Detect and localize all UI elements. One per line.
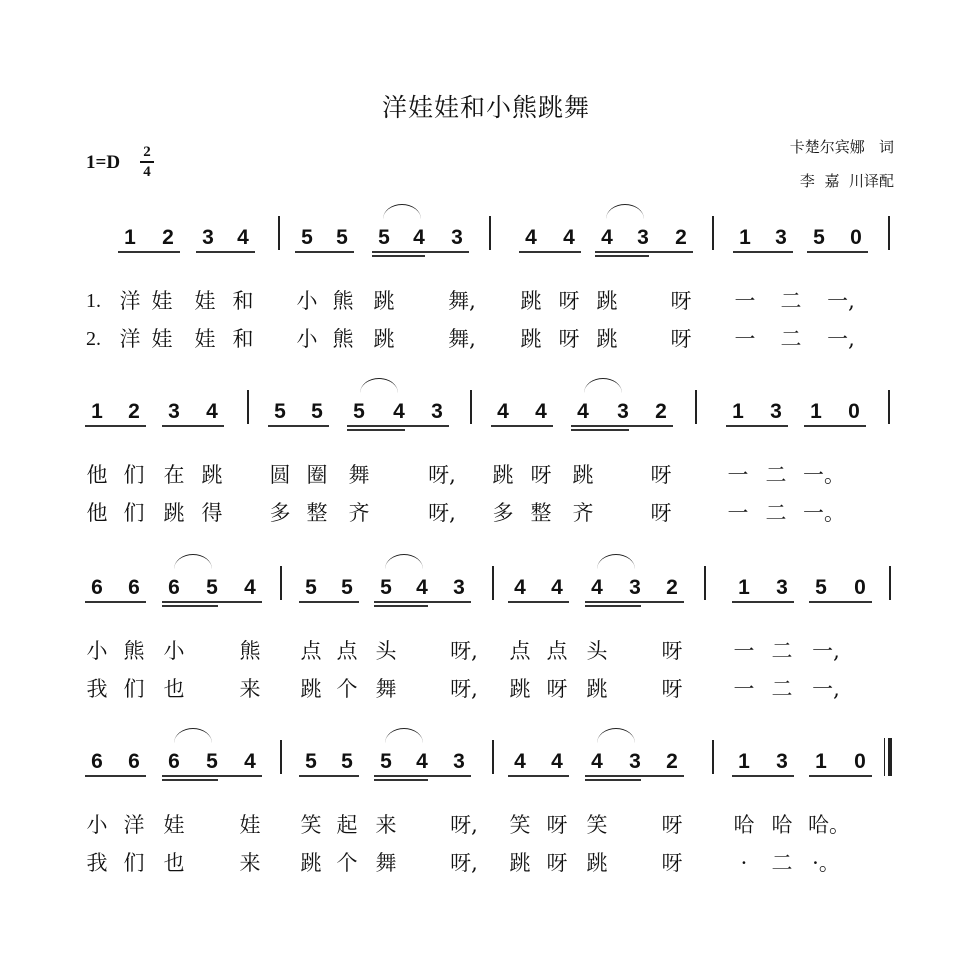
lyric-syllable: 二 <box>771 851 793 875</box>
slur <box>584 378 622 393</box>
note: 4 <box>525 226 537 249</box>
lyric-syllable: 呀, <box>450 677 478 701</box>
lyric-syllable: 小 <box>163 639 185 663</box>
lyric-syllable: 一, <box>812 677 840 701</box>
note: 5 <box>380 750 392 773</box>
lyric-syllable: 呀 <box>530 463 552 487</box>
lyric-syllable: 小 <box>86 639 108 663</box>
beam-underline-double <box>595 255 649 257</box>
bar-line <box>492 566 494 600</box>
lyric-syllable: 小 <box>296 289 318 313</box>
lyric-syllable: 跳 <box>596 289 618 313</box>
beam-underline <box>299 601 359 603</box>
beam-underline <box>85 425 146 427</box>
lyric-syllable: 起 <box>336 813 358 837</box>
lyric-syllable: 头 <box>375 639 397 663</box>
key-signature: 1=D <box>86 152 121 173</box>
lyric-syllable: 笑 <box>586 813 608 837</box>
beam-underline <box>571 425 673 427</box>
note: 3 <box>453 576 465 599</box>
note: 5 <box>336 226 348 249</box>
bar-line <box>712 216 714 250</box>
note: 4 <box>514 576 526 599</box>
note: 4 <box>514 750 526 773</box>
lyric-syllable: 二 <box>771 677 793 701</box>
lyric-syllable: 来 <box>239 677 261 701</box>
beam-underline <box>118 251 180 253</box>
beam-underline <box>491 425 553 427</box>
beam-underline-double <box>162 779 218 781</box>
final-bar-thick <box>888 738 892 776</box>
slur <box>174 554 212 569</box>
note: 6 <box>91 576 103 599</box>
lyric-syllable: 呀 <box>661 851 683 875</box>
lyric-syllable: 跳 <box>373 327 395 351</box>
note: 4 <box>206 400 218 423</box>
lyric-syllable: 呀 <box>546 851 568 875</box>
lyric-syllable: 多 <box>269 501 291 525</box>
note: 0 <box>848 400 860 423</box>
beam-underline-double <box>162 605 218 607</box>
lyric-syllable: 小 <box>296 327 318 351</box>
bar-line <box>704 566 706 600</box>
note: 5 <box>206 750 218 773</box>
note: 5 <box>813 226 825 249</box>
note: 4 <box>237 226 249 249</box>
note: 3 <box>629 576 641 599</box>
song-title: 洋娃娃和小熊跳舞 <box>381 93 590 122</box>
note: 4 <box>416 576 428 599</box>
lyric-syllable: 们 <box>123 463 145 487</box>
lyric-syllable: 舞 <box>375 851 397 875</box>
lyric-syllable: 他 <box>86 501 108 525</box>
bar-line <box>888 390 890 424</box>
note: 5 <box>341 750 353 773</box>
beam-underline <box>85 775 146 777</box>
note: 3 <box>202 226 214 249</box>
lyric-syllable: 跳 <box>509 677 531 701</box>
lyric-syllable: 呀 <box>661 813 683 837</box>
note: 5 <box>815 576 827 599</box>
note: 1 <box>124 226 136 249</box>
note: 4 <box>244 750 256 773</box>
note: 5 <box>206 576 218 599</box>
lyric-syllable: 们 <box>123 677 145 701</box>
beam-underline <box>809 601 872 603</box>
lyric-syllable: 跳 <box>586 677 608 701</box>
lyric-syllable: 多 <box>492 501 514 525</box>
beam-underline <box>519 251 581 253</box>
note: 2 <box>128 400 140 423</box>
beam-underline <box>508 775 569 777</box>
note: 4 <box>393 400 405 423</box>
beam-underline <box>162 425 224 427</box>
lyric-syllable: 二 <box>780 327 802 351</box>
note: 3 <box>451 226 463 249</box>
note: 3 <box>775 226 787 249</box>
lyric-syllable: 点 <box>300 639 322 663</box>
lyric-syllable: 跳 <box>520 289 542 313</box>
lyric-syllable: 也 <box>163 677 185 701</box>
lyric-syllable: 点 <box>546 639 568 663</box>
lyric-syllable: 二 <box>780 289 802 313</box>
note: 3 <box>431 400 443 423</box>
note: 4 <box>416 750 428 773</box>
note: 1 <box>738 750 750 773</box>
lyric-syllable: 呀, <box>428 501 456 525</box>
note: 3 <box>637 226 649 249</box>
verse-number: 1. <box>86 290 101 312</box>
time-numerator: 2 <box>143 144 151 160</box>
slur <box>174 728 212 743</box>
lyric-syllable: 娃 <box>163 813 185 837</box>
bar-line <box>280 566 282 600</box>
slur <box>606 204 644 219</box>
beam-underline <box>85 601 146 603</box>
note: 6 <box>168 750 180 773</box>
lyric-syllable: 和 <box>232 289 254 313</box>
lyric-syllable: 呀 <box>661 677 683 701</box>
lyric-syllable: 跳 <box>373 289 395 313</box>
note: 1 <box>739 226 751 249</box>
note: 2 <box>162 226 174 249</box>
lyric-syllable: 圆 <box>269 463 291 487</box>
beam-underline <box>733 251 793 253</box>
lyric-syllable: 呀, <box>450 813 478 837</box>
note: 3 <box>453 750 465 773</box>
bar-line <box>278 216 280 250</box>
beam-underline <box>595 251 693 253</box>
slur <box>385 554 423 569</box>
note: 3 <box>168 400 180 423</box>
note: 1 <box>732 400 744 423</box>
note: 2 <box>666 750 678 773</box>
lyric-syllable: 熊 <box>239 639 261 663</box>
note: 3 <box>770 400 782 423</box>
note: 5 <box>311 400 323 423</box>
lyric-syllable: 舞, <box>448 327 476 351</box>
beam-underline <box>374 775 471 777</box>
lyric-syllable: 洋 <box>119 289 141 313</box>
beam-underline <box>807 251 868 253</box>
bar-line <box>492 740 494 774</box>
beam-underline <box>585 775 684 777</box>
lyric-syllable: 呀 <box>650 501 672 525</box>
beam-underline <box>196 251 255 253</box>
lyric-syllable: 来 <box>375 813 397 837</box>
bar-line <box>888 216 890 250</box>
lyric-syllable: 小 <box>86 813 108 837</box>
bar-line <box>280 740 282 774</box>
lyric-syllable: 他 <box>86 463 108 487</box>
note: 5 <box>274 400 286 423</box>
bar-line <box>712 740 714 774</box>
beam-underline <box>162 775 262 777</box>
lyric-syllable: 跳 <box>520 327 542 351</box>
lyric-syllable: 跳 <box>586 851 608 875</box>
lyric-syllable: ·。 <box>812 851 840 875</box>
slur <box>597 554 635 569</box>
lyric-syllable: 娃 <box>151 327 173 351</box>
note: 4 <box>577 400 589 423</box>
note: 5 <box>301 226 313 249</box>
lyric-syllable: 舞 <box>348 463 370 487</box>
note: 5 <box>305 750 317 773</box>
note: 5 <box>378 226 390 249</box>
note: 5 <box>341 576 353 599</box>
note: 1 <box>815 750 827 773</box>
lyric-syllable: 跳 <box>300 851 322 875</box>
verse-number: 2. <box>86 328 101 350</box>
bar-line <box>695 390 697 424</box>
lyric-syllable: 一 <box>733 677 755 701</box>
time-signature <box>140 144 154 180</box>
note: 3 <box>776 750 788 773</box>
lyric-syllable: 笑 <box>300 813 322 837</box>
lyric-syllable: 二 <box>771 639 793 663</box>
note: 2 <box>655 400 667 423</box>
time-denominator: 4 <box>143 163 151 180</box>
lyric-syllable: 舞, <box>448 289 476 313</box>
lyric-syllable: 娃 <box>239 813 261 837</box>
note: 4 <box>601 226 613 249</box>
lyric-syllable: 哈 <box>771 813 793 837</box>
beam-underline <box>732 775 794 777</box>
bar-line <box>489 216 491 250</box>
slur <box>383 204 421 219</box>
lyric-syllable: 一。 <box>803 501 845 525</box>
lyric-syllable: 跳 <box>492 463 514 487</box>
lyric-syllable: 一, <box>812 639 840 663</box>
note: 4 <box>551 576 563 599</box>
lyric-syllable: 跳 <box>596 327 618 351</box>
lyric-syllable: 圈 <box>306 463 328 487</box>
note: 6 <box>91 750 103 773</box>
note: 2 <box>675 226 687 249</box>
note: 2 <box>666 576 678 599</box>
beam-underline-double <box>372 255 425 257</box>
beam-underline-double <box>571 429 629 431</box>
note: 5 <box>353 400 365 423</box>
lyric-syllable: 笑 <box>509 813 531 837</box>
lyric-syllable: 呀, <box>428 463 456 487</box>
note: 4 <box>551 750 563 773</box>
slur <box>597 728 635 743</box>
lyric-syllable: 熊 <box>123 639 145 663</box>
lyric-syllable: 一 <box>727 501 749 525</box>
beam-underline <box>268 425 329 427</box>
lyric-syllable: 来 <box>239 851 261 875</box>
lyric-syllable: 跳 <box>163 501 185 525</box>
lyric-syllable: 一, <box>827 327 855 351</box>
lyric-syllable: 我 <box>86 677 108 701</box>
note: 6 <box>168 576 180 599</box>
lyric-syllable: 呀 <box>558 289 580 313</box>
lyric-syllable: 二 <box>765 463 787 487</box>
note: 1 <box>738 576 750 599</box>
note: 6 <box>128 750 140 773</box>
lyric-syllable: 个 <box>336 677 358 701</box>
beam-underline <box>508 601 569 603</box>
lyric-syllable: 哈 <box>733 813 755 837</box>
note: 1 <box>91 400 103 423</box>
lyric-syllable: 齐 <box>348 501 370 525</box>
lyric-syllable: 也 <box>163 851 185 875</box>
beam-underline <box>804 425 866 427</box>
beam-underline <box>372 251 469 253</box>
bar-line <box>470 390 472 424</box>
beam-underline <box>732 601 794 603</box>
lyric-syllable: 呀 <box>546 677 568 701</box>
lyric-syllable: 熊 <box>332 289 354 313</box>
lyric-syllable: 洋 <box>123 813 145 837</box>
note: 3 <box>617 400 629 423</box>
lyric-syllable: 齐 <box>572 501 594 525</box>
note: 0 <box>854 576 866 599</box>
beam-underline <box>295 251 354 253</box>
lyric-syllable: 娃 <box>151 289 173 313</box>
beam-underline <box>347 425 449 427</box>
lyric-syllable: 和 <box>232 327 254 351</box>
arranger-credit: 李 嘉 川译配 <box>799 172 894 190</box>
lyric-syllable: 呀, <box>450 851 478 875</box>
note: 3 <box>629 750 641 773</box>
lyric-syllable: 一 <box>727 463 749 487</box>
lyric-syllable: 点 <box>509 639 531 663</box>
bar-line <box>889 566 891 600</box>
lyric-syllable: 呀 <box>558 327 580 351</box>
note: 4 <box>591 576 603 599</box>
lyric-syllable: 跳 <box>572 463 594 487</box>
lyric-syllable: 得 <box>201 501 223 525</box>
lyricist-credit: 卡楚尔宾娜 词 <box>789 138 894 156</box>
note: 1 <box>810 400 822 423</box>
lyric-syllable: 哈。 <box>808 813 850 837</box>
beam-underline-double <box>374 605 428 607</box>
lyric-syllable: 呀 <box>670 327 692 351</box>
lyric-syllable: 一 <box>733 639 755 663</box>
note: 4 <box>563 226 575 249</box>
lyric-syllable: 一。 <box>803 463 845 487</box>
beam-underline-double <box>585 779 641 781</box>
lyric-syllable: 我 <box>86 851 108 875</box>
beam-underline <box>726 425 788 427</box>
lyric-syllable: 一 <box>734 289 756 313</box>
note: 4 <box>535 400 547 423</box>
lyric-syllable: 整 <box>306 501 328 525</box>
lyric-syllable: 跳 <box>300 677 322 701</box>
lyric-syllable: 头 <box>586 639 608 663</box>
slur <box>360 378 398 393</box>
note: 3 <box>776 576 788 599</box>
lyric-syllable: 呀, <box>450 639 478 663</box>
lyric-syllable: 在 <box>163 463 185 487</box>
slur <box>385 728 423 743</box>
lyric-syllable: 娃 <box>194 289 216 313</box>
note: 0 <box>850 226 862 249</box>
lyric-syllable: 整 <box>530 501 552 525</box>
lyric-syllable: 一 <box>734 327 756 351</box>
lyric-syllable: 跳 <box>509 851 531 875</box>
lyric-syllable: 熊 <box>332 327 354 351</box>
lyric-syllable: 洋 <box>119 327 141 351</box>
lyric-syllable: 一, <box>827 289 855 313</box>
lyric-syllable: 呀 <box>650 463 672 487</box>
lyric-syllable: 舞 <box>375 677 397 701</box>
note: 4 <box>591 750 603 773</box>
beam-underline <box>585 601 684 603</box>
final-bar-thin <box>884 738 885 776</box>
bar-line <box>247 390 249 424</box>
beam-underline <box>162 601 262 603</box>
beam-underline <box>374 601 471 603</box>
note: 6 <box>128 576 140 599</box>
beam-underline <box>299 775 359 777</box>
lyric-syllable: 二 <box>765 501 787 525</box>
lyric-syllable: 点 <box>336 639 358 663</box>
note: 4 <box>413 226 425 249</box>
lyric-syllable: 呀 <box>661 639 683 663</box>
note: 5 <box>380 576 392 599</box>
beam-underline-double <box>347 429 405 431</box>
lyric-syllable: 娃 <box>194 327 216 351</box>
fraction-line <box>140 161 154 163</box>
beam-underline <box>809 775 872 777</box>
beam-underline-double <box>374 779 428 781</box>
note: 0 <box>854 750 866 773</box>
lyric-syllable: 呀 <box>546 813 568 837</box>
lyric-syllable: 们 <box>123 501 145 525</box>
note: 4 <box>497 400 509 423</box>
lyric-syllable: · <box>740 851 748 875</box>
lyric-syllable: 跳 <box>201 463 223 487</box>
note: 4 <box>244 576 256 599</box>
lyric-syllable: 呀 <box>670 289 692 313</box>
note: 5 <box>305 576 317 599</box>
lyric-syllable: 们 <box>123 851 145 875</box>
lyric-syllable: 个 <box>336 851 358 875</box>
beam-underline-double <box>585 605 641 607</box>
